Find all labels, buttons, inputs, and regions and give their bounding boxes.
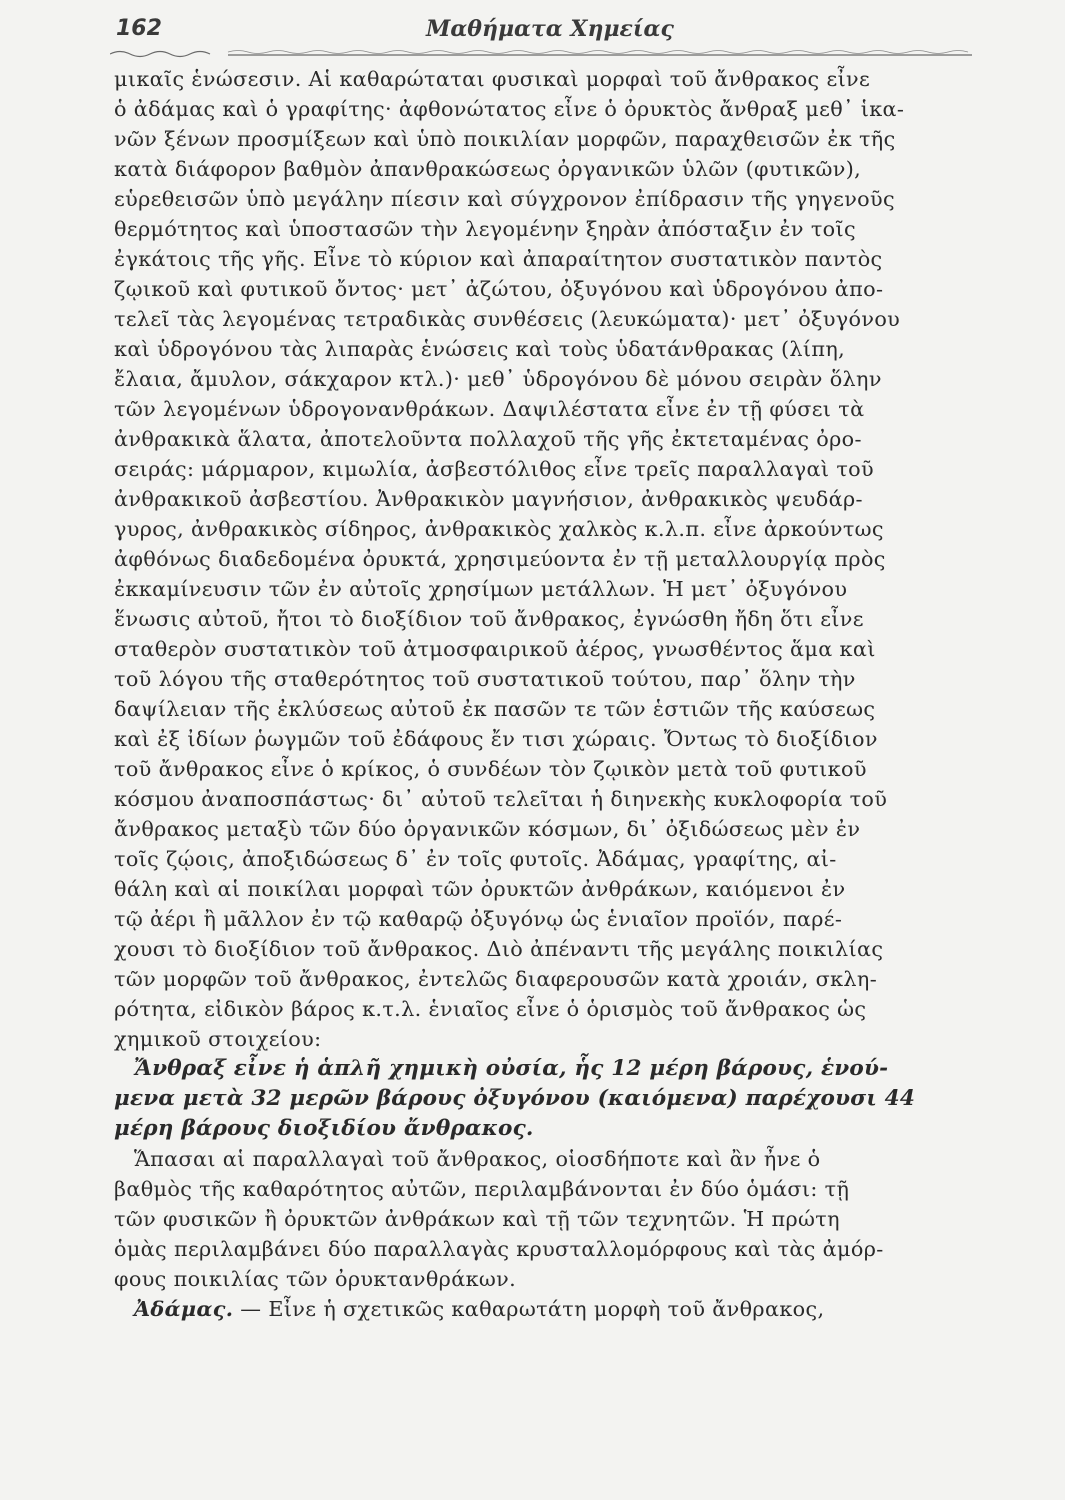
text-line: καὶ ἐξ ἰδίων ῥωγμῶν τοῦ ἐδάφους ἔν τισι χώραις. Ὄντως τὸ διοξίδιον: [114, 727, 878, 751]
text-line: θάλη καὶ αἱ ποικίλαι μορφαὶ τῶν ὀρυκτῶν ἀνθράκων, καιόμενοι ἐν: [114, 877, 846, 901]
text-line: ζῳικοῦ καὶ φυτικοῦ ὄντος· μετ᾽ ἀζώτου, ὀξυγόνου καὶ ὑδρογόνου ἀπο-: [114, 277, 884, 301]
final-line: [114, 1294, 1004, 1324]
decorative-header-rule: [110, 48, 972, 60]
text-line: τοῦ λόγου τῆς σταθερότητος τοῦ συστατικοῦ τούτου, παρ᾽ ὅλην τὴν: [114, 667, 856, 691]
text-line: τῷ ἀέρι ἢ μᾶλλον ἐν τῷ καθαρῷ ὀξυγόνῳ ὡς ἑνιαῖον προϊόν, παρέ-: [114, 907, 843, 931]
definition-line: μενα μετὰ 32 μερῶν βάρους ὀξυγόνου (καιόμενα) παρέχουσι 44: [114, 1086, 916, 1111]
definition-line: Ἄνθραξ εἶνε ἡ ἁπλῆ χημικὴ οὐσία, ἧς 12 μέρη βάρους, ἑνού-: [133, 1056, 889, 1081]
text-line: σειράς: μάρμαρον, κιμωλία, ἀσβεστόλιθος εἶνε τρεῖς παραλλαγαὶ τοῦ: [114, 457, 874, 481]
text-line: τελεῖ τὰς λεγομένας τετραδικὰς συνθέσεις (λευκώματα)· μετ᾽ ὀξυγόνου: [114, 307, 901, 331]
text-line: γυρος, ἀνθρακικὸς σίδηρος, ἀνθρακικὸς χαλκὸς κ.λ.π. εἶνε ἀρκούντως: [114, 517, 884, 541]
page-header: [110, 14, 970, 48]
text-line: ἕνωσις αὐτοῦ, ἤτοι τὸ διοξίδιον τοῦ ἄνθρακος, ἐγνώσθη ἤδη ὅτι εἶνε: [114, 607, 864, 631]
text-line: τοῦ ἄνθρακος εἶνε ὁ κρίκος, ὁ συνδέων τὸν ζῳικὸν μετὰ τοῦ φυτικοῦ: [114, 757, 867, 781]
term-adamas: Ἀδάμας.: [133, 1296, 234, 1321]
definition-line: μέρη βάρους διοξιδίου ἄνθρακος.: [114, 1116, 534, 1141]
text-line: χημικοῦ στοιχείου:: [114, 1027, 322, 1051]
text-line: ἀνθρακικοῦ ἀσβεστίου. Ἀνθρακικὸν μαγνήσιον, ἀνθρακικὸς ψευδάρ-: [114, 487, 863, 511]
text-line: ἀφθόνως διαδεδομένα ὀρυκτά, χρησιμεύοντα ἐν τῇ μεταλλουργίᾳ πρὸς: [114, 547, 886, 571]
text-line: ρότητα, εἰδικὸν βάρος κ.τ.λ. ἑνιαῖος εἶνε ὁ ὁρισμὸς τοῦ ἄνθρακος ὡς: [114, 997, 867, 1021]
text-line: χουσι τὸ διοξίδιον τοῦ ἄνθρακος. Διὸ ἀπέναντι τῆς μεγάλης ποικιλίας: [114, 937, 884, 961]
text-line: εὑρεθεισῶν ὑπὸ μεγάλην πίεσιν καὶ σύγχρονον ἐπίδρασιν τῆς γηγενοῦς: [114, 187, 895, 211]
body-text: [114, 64, 1006, 1324]
text-line: ὁ ἀδάμας καὶ ὁ γραφίτης· ἀφθονώτατος εἶνε ὁ ὀρυκτὸς ἄνθραξ μεθ᾽ ἱκα-: [114, 97, 905, 121]
text-line: τῶν λεγομένων ὑδρογονανθράκων. Δαψιλέστατα εἶνε ἐν τῇ φύσει τὰ: [114, 397, 865, 421]
final-line-text: — Εἶνε ἡ σχετικῶς καθαρωτάτη μορφὴ τοῦ ἄνθρακος,: [233, 1297, 825, 1321]
text-line: ἀνθρακικὰ ἅλατα, ἀποτελοῦντα πολλαχοῦ τῆς γῆς ἐκτεταμένας ὀρο-: [114, 427, 862, 451]
text-line: δαψίλειαν τῆς ἐκλύσεως αὐτοῦ ἐκ πασῶν τε τῶν ἑστιῶν τῆς καύσεως: [114, 697, 876, 721]
text-line: θερμότητος καὶ ὑποστασῶν τὴν λεγομένην ξηρὰν ἀπόσταξιν ἐν τοῖς: [114, 217, 856, 241]
text-line: τοῖς ζῴοις, ἀποξιδώσεως δ᾽ ἐν τοῖς φυτοῖς. Ἀδάμας, γραφίτης, αἰ-: [114, 847, 837, 871]
page-number: 162: [116, 16, 162, 41]
text-line: μικαῖς ἑνώσεσιν. Αἱ καθαρώταται φυσικαὶ μορφαὶ τοῦ ἄνθρακος εἶνε: [114, 67, 871, 91]
text-line: σταθερὸν συστατικὸν τοῦ ἀτμοσφαιρικοῦ ἀέρος, γνωσθέντος ἅμα καὶ: [114, 637, 876, 661]
text-line: ἔλαια, ἄμυλον, σάκχαρον κτλ.)· μεθ᾽ ὑδρογόνου δὲ μόνου σειρὰν ὅλην: [114, 367, 882, 391]
text-line: Ἅπασαι αἱ παραλλαγαὶ τοῦ ἄνθρακος, οἱοσδήποτε καὶ ἂν ἦνε ὁ: [133, 1147, 821, 1171]
running-title: Μαθήματα Χημείας: [426, 16, 674, 42]
text-line: ἄνθρακος μεταξὺ τῶν δύο ὀργανικῶν κόσμων, δι᾽ ὀξιδώσεως μὲν ἐν: [114, 817, 861, 841]
text-line: τῶν φυσικῶν ἢ ὀρυκτῶν ἀνθράκων καὶ τῇ τῶν τεχνητῶν. Ἡ πρώτη: [114, 1207, 840, 1231]
text-line: καὶ ὑδρογόνου τὰς λιπαρὰς ἑνώσεις καὶ τοὺς ὑδατάνθρακας (λίπη,: [114, 337, 846, 361]
text-line: κόσμου ἀναποσπάστως· δι᾽ αὐτοῦ τελεῖται ἡ διηνεκὴς κυκλοφορία τοῦ: [114, 787, 888, 811]
text-line: τῶν μορφῶν τοῦ ἄνθρακος, ἐντελῶς διαφερουσῶν κατὰ χροιάν, σκλη-: [114, 967, 878, 991]
text-line: κατὰ διάφορον βαθμὸν ἀπανθρακώσεως ὀργανικῶν ὑλῶν (φυτικῶν),: [114, 157, 862, 181]
text-line: ἐγκάτοις τῆς γῆς. Εἶνε τὸ κύριον καὶ ἀπαραίτητον συστατικὸν παντὸς: [114, 247, 883, 271]
text-line: ὁμὰς περιλαμβάνει δύο παραλλαγὰς κρυσταλλομόρφους καὶ τὰς ἀμόρ-: [114, 1237, 884, 1261]
text-line: νῶν ξένων προσμίξεων καὶ ὑπὸ ποικιλίαν μορφῶν, παραχθεισῶν ἐκ τῆς: [114, 127, 896, 151]
text-line: φους ποικιλίας τῶν ὀρυκτανθράκων.: [114, 1267, 517, 1291]
text-line: βαθμὸς τῆς καθαρότητος αὐτῶν, περιλαμβάνονται ἐν δύο ὁμάσι: τῇ: [114, 1177, 850, 1201]
text-line: ἐκκαμίνευσιν τῶν ἐν αὐτοῖς χρησίμων μετάλλων. Ἡ μετ᾽ ὀξυγόνου: [114, 577, 848, 601]
